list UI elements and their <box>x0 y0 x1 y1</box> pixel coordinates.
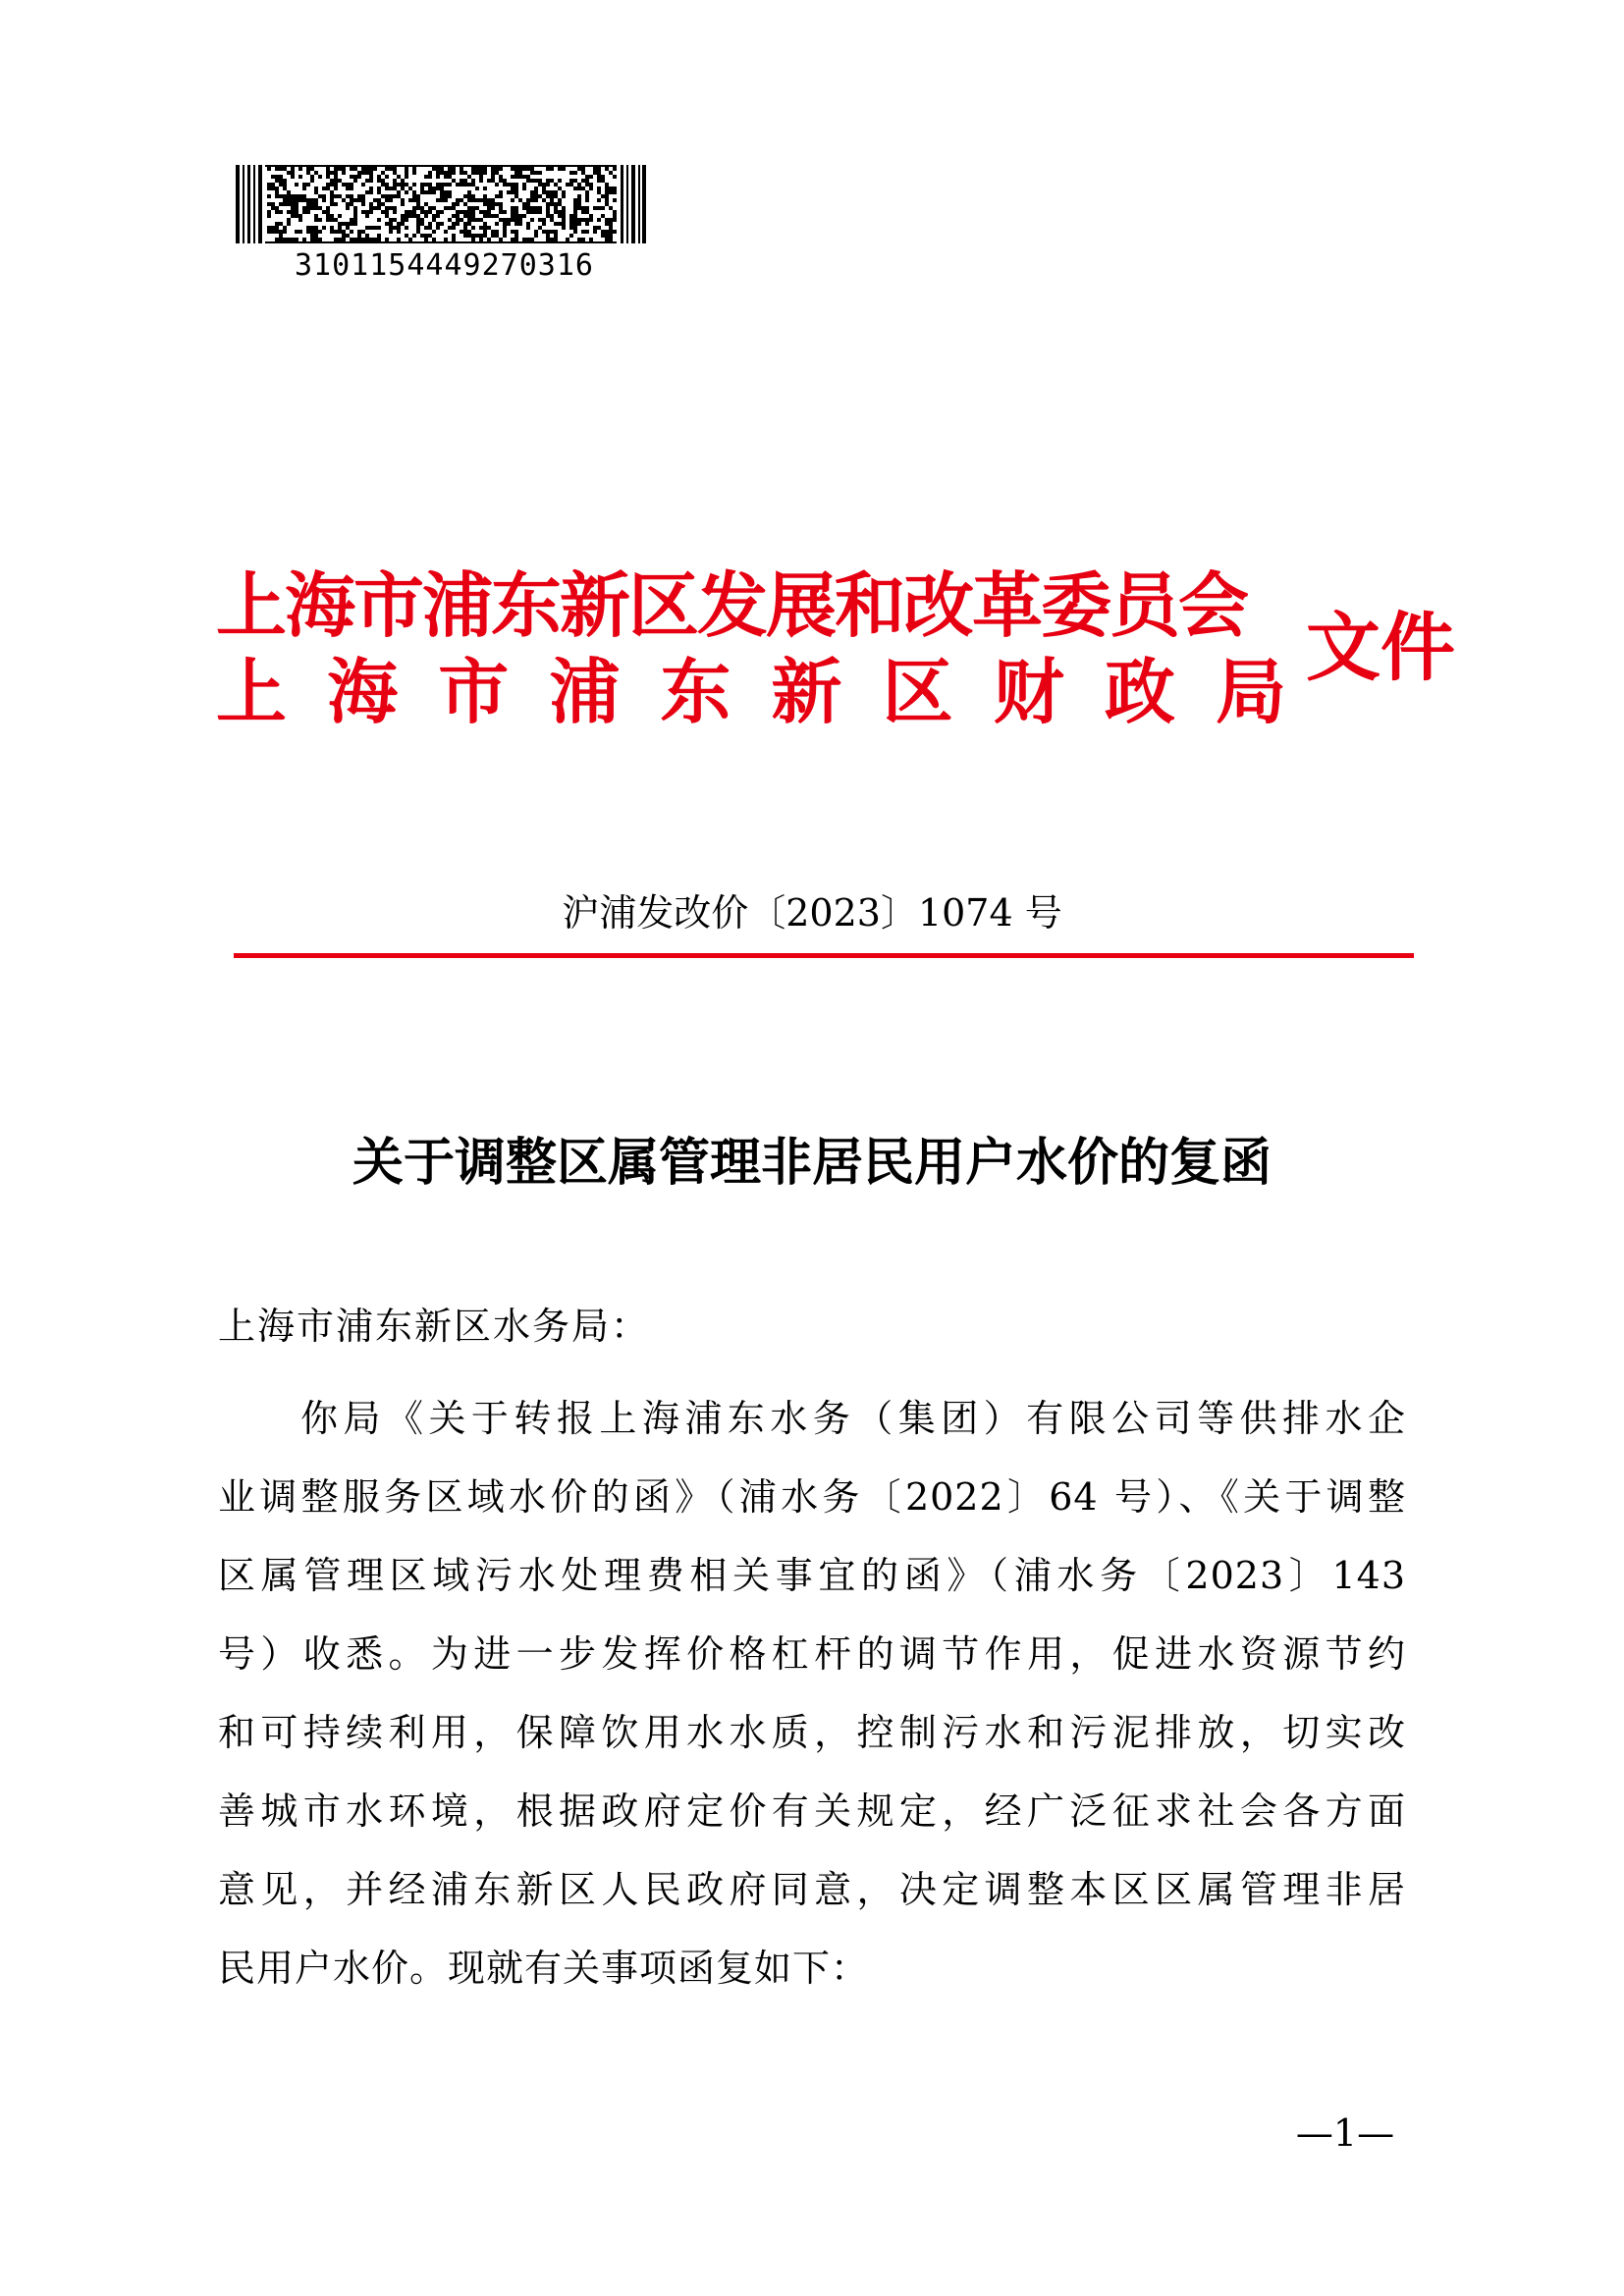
issuer-line-2 <box>216 651 1286 733</box>
addressee: 上海市浦东新区水务局： <box>218 1305 651 1348</box>
issuer-line-2-char: 政 <box>1104 650 1175 733</box>
issuer-line-2-char: 局 <box>1215 650 1286 733</box>
issuer-line-2-char: 浦 <box>549 650 621 733</box>
body-text <box>218 1379 1406 2007</box>
issuer-line-2-char: 海 <box>327 650 399 733</box>
red-divider <box>234 953 1414 958</box>
page-number: —1— <box>1295 2111 1395 2155</box>
issuer-line-2-char: 东 <box>660 650 731 733</box>
body-line: 民用户水价。现就有关事项函复如下： <box>218 1947 870 1990</box>
document-title: 关于调整区属管理非居民用户水价的复函 <box>352 1133 1272 1193</box>
issuer-line-2-char: 区 <box>882 650 953 733</box>
document-number: 沪浦发改价〔2023〕1074 号 <box>562 891 1062 934</box>
body-line: 号）收悉。为进一步发挥价格杠杆的调节作用，促进水资源节约 <box>218 1632 1406 1676</box>
issuer-line-2-char: 新 <box>771 650 842 733</box>
body-line: 和可持续利用，保障饮用水水质，控制污水和污泥排放，切实改 <box>218 1711 1406 1754</box>
issuer-line-1: 上海市浦东新区发展和改革委员会 <box>216 563 1248 647</box>
body-line: 意见，并经浦东新区人民政府同意，决定调整本区区属管理非居 <box>218 1868 1406 1911</box>
body-line: 业调整服务区域水价的函》（浦水务〔2022〕64 号）、《关于调整 <box>218 1475 1406 1519</box>
barcode <box>236 165 646 243</box>
issuer-line-2-char: 市 <box>438 650 510 733</box>
barcode-graphic <box>236 165 646 243</box>
barcode-number: 3101154449270316 <box>295 248 594 283</box>
document-header <box>216 564 1453 751</box>
body-line: 你局《关于转报上海浦东水务（集团）有限公司等供排水企 <box>300 1397 1406 1440</box>
issuer-line-2-char: 上 <box>216 650 288 733</box>
body-line: 善城市水环境，根据政府定价有关规定，经广泛征求社会各方面 <box>218 1789 1406 1833</box>
issuer-line-2-char: 财 <box>993 650 1064 733</box>
body-line: 区属管理区域污水处理费相关事宜的函》（浦水务〔2023〕143 <box>218 1554 1406 1597</box>
document-type-suffix: 文件 <box>1306 604 1455 691</box>
